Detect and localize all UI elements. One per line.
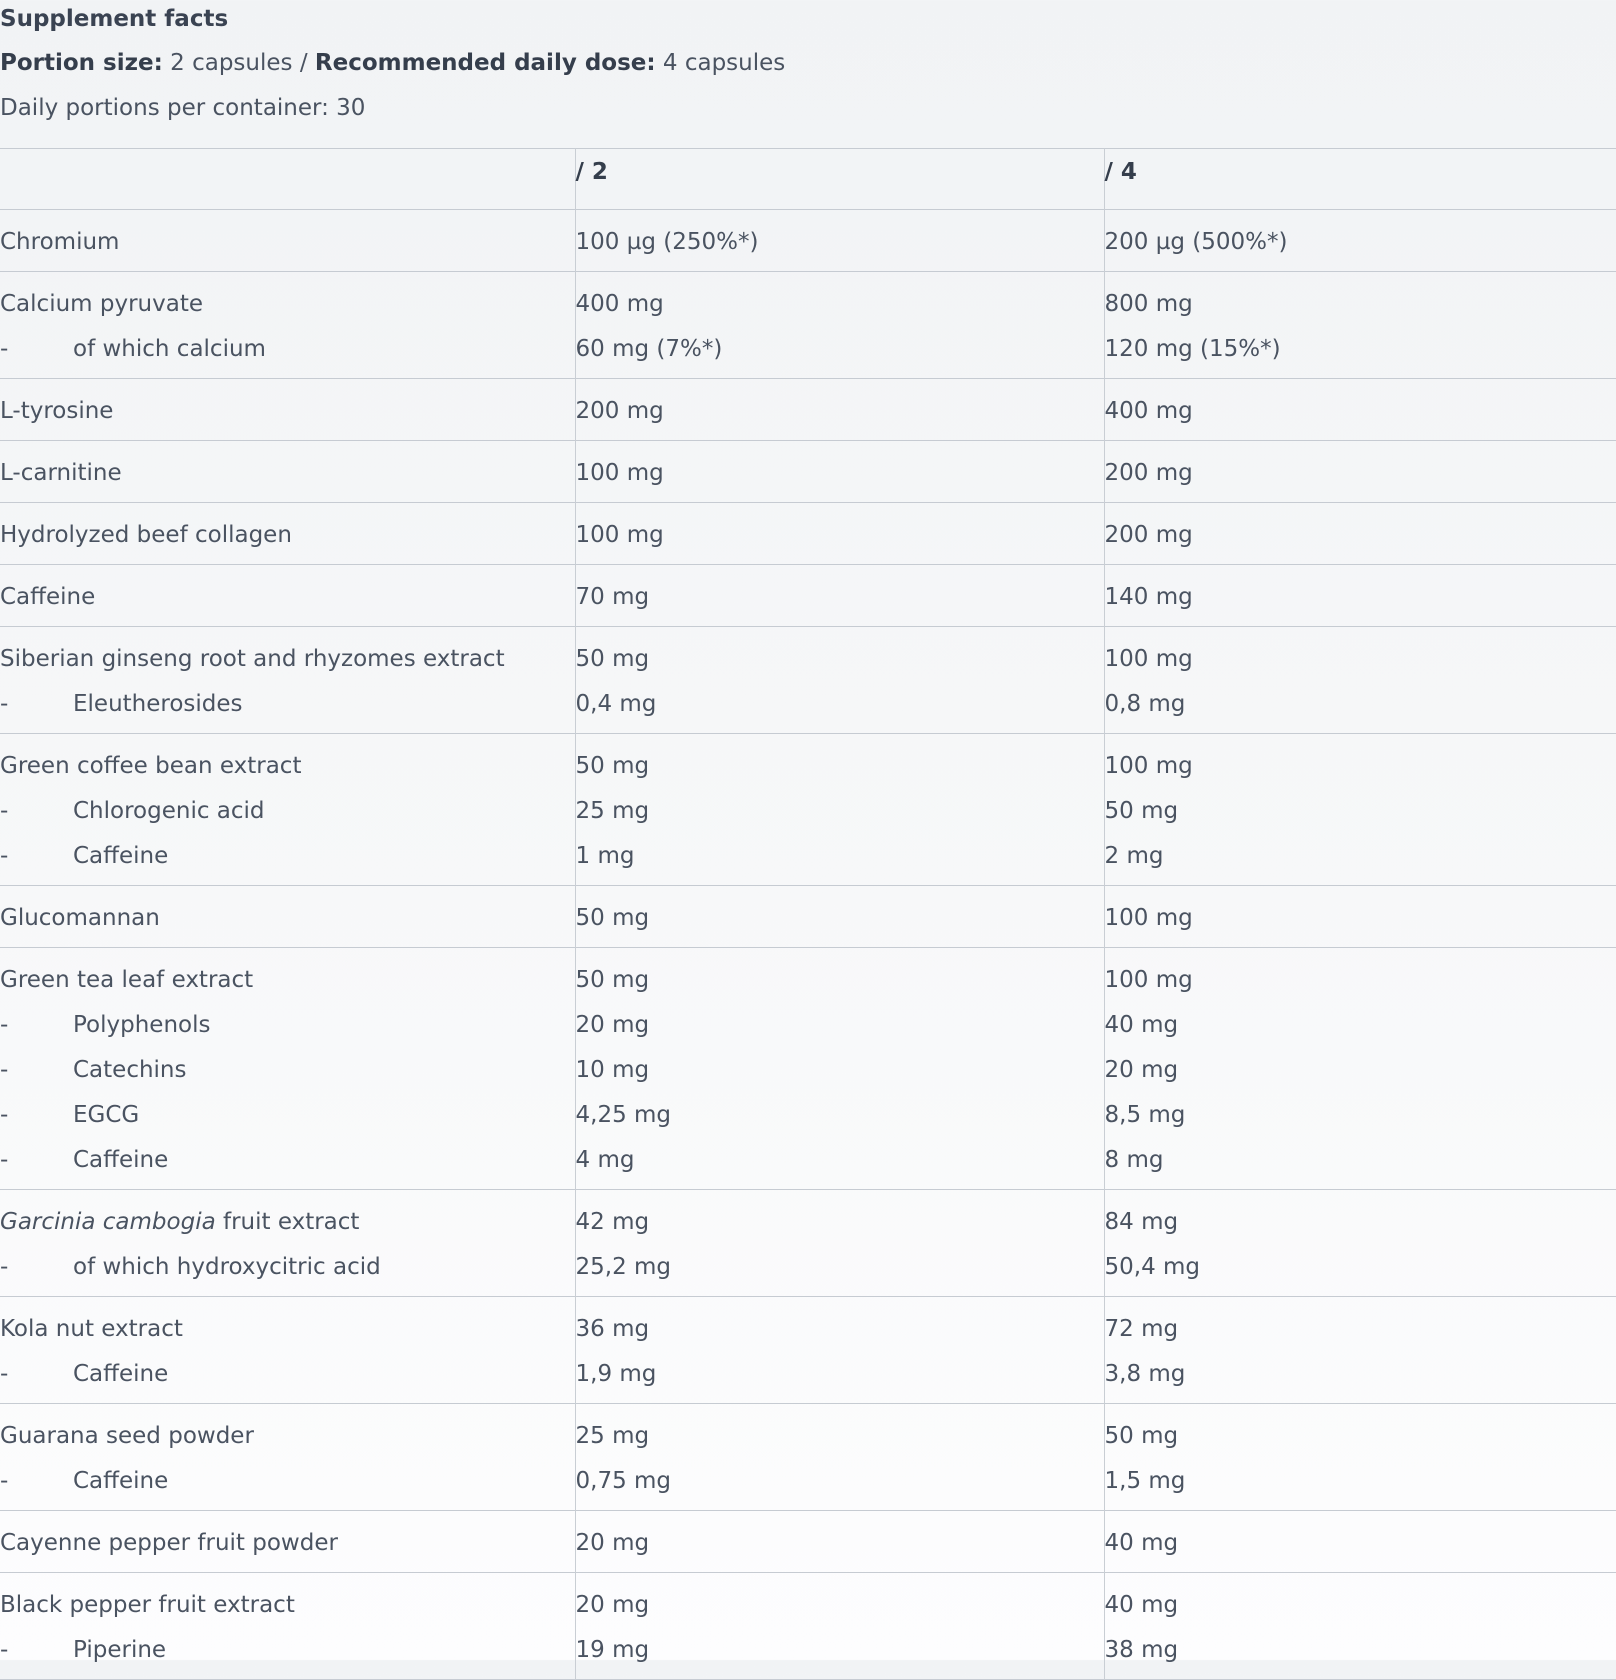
ingredient-name (0, 1200, 575, 1245)
table-row (0, 379, 1616, 441)
amount-2-capsules: 20 mg (576, 1583, 1104, 1628)
table-row (0, 1573, 1616, 1680)
amount-4-capsules: 100 mg (1105, 896, 1616, 941)
daily-dose-label: Recommended daily dose: (315, 50, 656, 76)
table-row (0, 272, 1616, 379)
amount-4-capsules: 20 mg (1105, 1048, 1616, 1093)
amount-4-capsules: 50 mg (1105, 789, 1616, 834)
ingredient-label: Hydrolyzed beef collagen (0, 522, 292, 548)
amount-4-capsules: 140 mg (1105, 575, 1616, 620)
ingredient-label: Kola nut extract (0, 1316, 183, 1342)
ingredient-name (0, 575, 575, 620)
amount-2-capsules: 4,25 mg (576, 1093, 1104, 1138)
ingredient-cell (0, 1573, 575, 1680)
table-header-row (0, 149, 1616, 210)
ingredient-cell (0, 565, 575, 627)
value-2-capsules-cell (575, 441, 1104, 503)
dash-marker: - (0, 1048, 73, 1093)
sub-ingredient-name (0, 1459, 575, 1504)
amount-2-capsules: 42 mg (576, 1200, 1104, 1245)
amount-2-capsules: 25 mg (576, 789, 1104, 834)
ingredient-label: L-carnitine (0, 460, 122, 486)
ingredient-label: Chlorogenic acid (73, 789, 265, 834)
amount-2-capsules: 1 mg (576, 834, 1104, 879)
amount-4-capsules: 72 mg (1105, 1307, 1616, 1352)
dash-marker: - (0, 327, 73, 372)
ingredient-name (0, 1521, 575, 1566)
value-4-capsules-cell (1104, 210, 1616, 272)
sub-ingredient-name (0, 789, 575, 834)
amount-4-capsules: 3,8 mg (1105, 1352, 1616, 1397)
sub-ingredient-name (0, 1003, 575, 1048)
amount-2-capsules: 100 mg (576, 513, 1104, 558)
value-2-capsules-cell (575, 272, 1104, 379)
ingredient-cell (0, 441, 575, 503)
ingredient-label: Caffeine (73, 834, 168, 879)
ingredient-label: Garcinia cambogia (0, 1209, 216, 1235)
amount-4-capsules: 84 mg (1105, 1200, 1616, 1245)
amount-2-capsules: 25 mg (576, 1414, 1104, 1459)
ingredient-cell (0, 503, 575, 565)
ingredient-name (0, 513, 575, 558)
value-2-capsules-cell (575, 734, 1104, 886)
sub-ingredient-name (0, 834, 575, 879)
amount-2-capsules: 0,4 mg (576, 682, 1104, 727)
value-2-capsules-cell (575, 565, 1104, 627)
value-2-capsules-cell (575, 1404, 1104, 1511)
amount-2-capsules: 100 µg (250%*) (576, 220, 1104, 265)
amount-4-capsules: 100 mg (1105, 744, 1616, 789)
table-row (0, 734, 1616, 886)
value-2-capsules-cell (575, 948, 1104, 1190)
value-4-capsules-cell (1104, 886, 1616, 948)
amount-2-capsules: 19 mg (576, 1628, 1104, 1673)
amount-4-capsules: 8,5 mg (1105, 1093, 1616, 1138)
amount-4-capsules: 120 mg (15%*) (1105, 327, 1616, 372)
amount-4-capsules: 100 mg (1105, 637, 1616, 682)
ingredient-label: Green coffee bean extract (0, 753, 301, 779)
amount-2-capsules: 20 mg (576, 1003, 1104, 1048)
sub-ingredient-name (0, 682, 575, 727)
amount-4-capsules: 0,8 mg (1105, 682, 1616, 727)
value-2-capsules-cell (575, 1297, 1104, 1404)
amount-4-capsules: 200 µg (500%*) (1105, 220, 1616, 265)
value-4-capsules-cell (1104, 1297, 1616, 1404)
value-4-capsules-cell (1104, 272, 1616, 379)
ingredient-cell (0, 948, 575, 1190)
column-header-4-capsules: / 4 (1104, 149, 1616, 210)
ingredient-name (0, 1307, 575, 1352)
table-row (0, 441, 1616, 503)
value-4-capsules-cell (1104, 1573, 1616, 1680)
dash-marker: - (0, 834, 73, 879)
value-4-capsules-cell (1104, 503, 1616, 565)
ingredient-label: Siberian ginseng root and rhyzomes extract (0, 646, 505, 672)
value-2-capsules-cell (575, 503, 1104, 565)
amount-2-capsules: 50 mg (576, 744, 1104, 789)
value-2-capsules-cell (575, 886, 1104, 948)
ingredient-label: Eleutherosides (73, 682, 243, 727)
value-4-capsules-cell (1104, 379, 1616, 441)
value-2-capsules-cell (575, 1190, 1104, 1297)
daily-dose-value: 4 capsules (663, 50, 785, 76)
amount-4-capsules: 400 mg (1105, 389, 1616, 434)
sub-ingredient-name (0, 1245, 575, 1290)
value-2-capsules-cell (575, 627, 1104, 734)
ingredient-name (0, 282, 575, 327)
ingredient-name (0, 220, 575, 265)
dash-marker: - (0, 1003, 73, 1048)
amount-4-capsules: 200 mg (1105, 513, 1616, 558)
dash-marker: - (0, 1459, 73, 1504)
value-4-capsules-cell (1104, 948, 1616, 1190)
amount-4-capsules: 200 mg (1105, 451, 1616, 496)
ingredient-label: Caffeine (73, 1459, 168, 1504)
amount-2-capsules: 50 mg (576, 958, 1104, 1003)
ingredient-cell (0, 1297, 575, 1404)
ingredient-name (0, 958, 575, 1003)
amount-4-capsules: 40 mg (1105, 1521, 1616, 1566)
table-row (0, 886, 1616, 948)
table-row (0, 565, 1616, 627)
amount-2-capsules: 20 mg (576, 1521, 1104, 1566)
ingredient-label: Chromium (0, 229, 119, 255)
ingredient-name (0, 744, 575, 789)
ingredient-cell (0, 627, 575, 734)
portion-label: Portion size: (0, 50, 163, 76)
table-row (0, 503, 1616, 565)
amount-2-capsules: 25,2 mg (576, 1245, 1104, 1290)
ingredient-cell (0, 886, 575, 948)
table-row (0, 210, 1616, 272)
ingredient-cell (0, 379, 575, 441)
ingredient-label: Guarana seed powder (0, 1423, 254, 1449)
ingredient-label-suffix: fruit extract (216, 1209, 360, 1235)
dash-marker: - (0, 1138, 73, 1183)
column-header-name (0, 149, 575, 210)
table-row (0, 948, 1616, 1190)
dash-marker: - (0, 1628, 73, 1673)
ingredient-cell (0, 210, 575, 272)
ingredient-label: Cayenne pepper fruit powder (0, 1530, 338, 1556)
amount-4-capsules: 50 mg (1105, 1414, 1616, 1459)
ingredient-name (0, 389, 575, 434)
value-4-capsules-cell (1104, 734, 1616, 886)
ingredient-label: EGCG (73, 1093, 139, 1138)
ingredient-name (0, 1414, 575, 1459)
page-title: Supplement facts (0, 6, 228, 32)
ingredient-label: Green tea leaf extract (0, 967, 253, 993)
amount-2-capsules: 36 mg (576, 1307, 1104, 1352)
ingredient-cell (0, 734, 575, 886)
value-2-capsules-cell (575, 379, 1104, 441)
ingredient-label: Caffeine (73, 1352, 168, 1397)
sub-ingredient-name (0, 1352, 575, 1397)
ingredient-cell (0, 272, 575, 379)
portion-line (0, 50, 785, 76)
amount-2-capsules: 4 mg (576, 1138, 1104, 1183)
dash-marker: - (0, 1245, 73, 1290)
ingredient-cell (0, 1511, 575, 1573)
sub-ingredient-name (0, 1093, 575, 1138)
value-4-capsules-cell (1104, 627, 1616, 734)
ingredient-label: Calcium pyruvate (0, 291, 203, 317)
table-row (0, 1404, 1616, 1511)
dash-marker: - (0, 1093, 73, 1138)
ingredient-label: Catechins (73, 1048, 187, 1093)
ingredient-name (0, 896, 575, 941)
amount-2-capsules: 200 mg (576, 389, 1104, 434)
amount-4-capsules: 1,5 mg (1105, 1459, 1616, 1504)
ingredient-label: of which calcium (73, 327, 266, 372)
ingredient-label: Caffeine (0, 584, 95, 610)
amount-4-capsules: 100 mg (1105, 958, 1616, 1003)
dash-marker: - (0, 682, 73, 727)
amount-2-capsules: 50 mg (576, 637, 1104, 682)
amount-2-capsules: 1,9 mg (576, 1352, 1104, 1397)
ingredient-label: of which hydroxycitric acid (73, 1245, 381, 1290)
portion-separator: / (300, 50, 308, 76)
ingredient-name (0, 637, 575, 682)
value-2-capsules-cell (575, 1573, 1104, 1680)
amount-2-capsules: 70 mg (576, 575, 1104, 620)
amount-4-capsules: 50,4 mg (1105, 1245, 1616, 1290)
amount-2-capsules: 400 mg (576, 282, 1104, 327)
table-row (0, 627, 1616, 734)
table-body (0, 210, 1616, 1680)
ingredient-label: Caffeine (73, 1138, 168, 1183)
value-4-capsules-cell (1104, 441, 1616, 503)
ingredient-name (0, 1583, 575, 1628)
table-row (0, 1297, 1616, 1404)
amount-2-capsules: 60 mg (7%*) (576, 327, 1104, 372)
amount-2-capsules: 50 mg (576, 896, 1104, 941)
ingredient-label: Piperine (73, 1628, 166, 1673)
amount-4-capsules: 40 mg (1105, 1583, 1616, 1628)
value-4-capsules-cell (1104, 1511, 1616, 1573)
amount-4-capsules: 40 mg (1105, 1003, 1616, 1048)
amount-4-capsules: 8 mg (1105, 1138, 1616, 1183)
amount-4-capsules: 2 mg (1105, 834, 1616, 879)
ingredient-label: L-tyrosine (0, 398, 113, 424)
table-row (0, 1511, 1616, 1573)
ingredient-label: Black pepper fruit extract (0, 1592, 295, 1618)
dash-marker: - (0, 1352, 73, 1397)
amount-2-capsules: 100 mg (576, 451, 1104, 496)
value-2-capsules-cell (575, 210, 1104, 272)
amount-2-capsules: 10 mg (576, 1048, 1104, 1093)
amount-4-capsules: 38 mg (1105, 1628, 1616, 1673)
amount-4-capsules: 800 mg (1105, 282, 1616, 327)
sub-ingredient-name (0, 327, 575, 372)
value-4-capsules-cell (1104, 565, 1616, 627)
column-header-2-capsules: / 2 (575, 149, 1104, 210)
nutrition-table (0, 148, 1616, 1680)
value-4-capsules-cell (1104, 1404, 1616, 1511)
value-4-capsules-cell (1104, 1190, 1616, 1297)
sub-ingredient-name (0, 1048, 575, 1093)
ingredient-cell (0, 1190, 575, 1297)
ingredient-label: Glucomannan (0, 905, 160, 931)
sub-ingredient-name (0, 1628, 575, 1673)
amount-2-capsules: 0,75 mg (576, 1459, 1104, 1504)
daily-portions: Daily portions per container: 30 (0, 95, 365, 121)
ingredient-cell (0, 1404, 575, 1511)
table-row (0, 1190, 1616, 1297)
ingredient-label: Polyphenols (73, 1003, 210, 1048)
value-2-capsules-cell (575, 1511, 1104, 1573)
sub-ingredient-name (0, 1138, 575, 1183)
ingredient-name (0, 451, 575, 496)
dash-marker: - (0, 789, 73, 834)
portion-value: 2 capsules (170, 50, 292, 76)
